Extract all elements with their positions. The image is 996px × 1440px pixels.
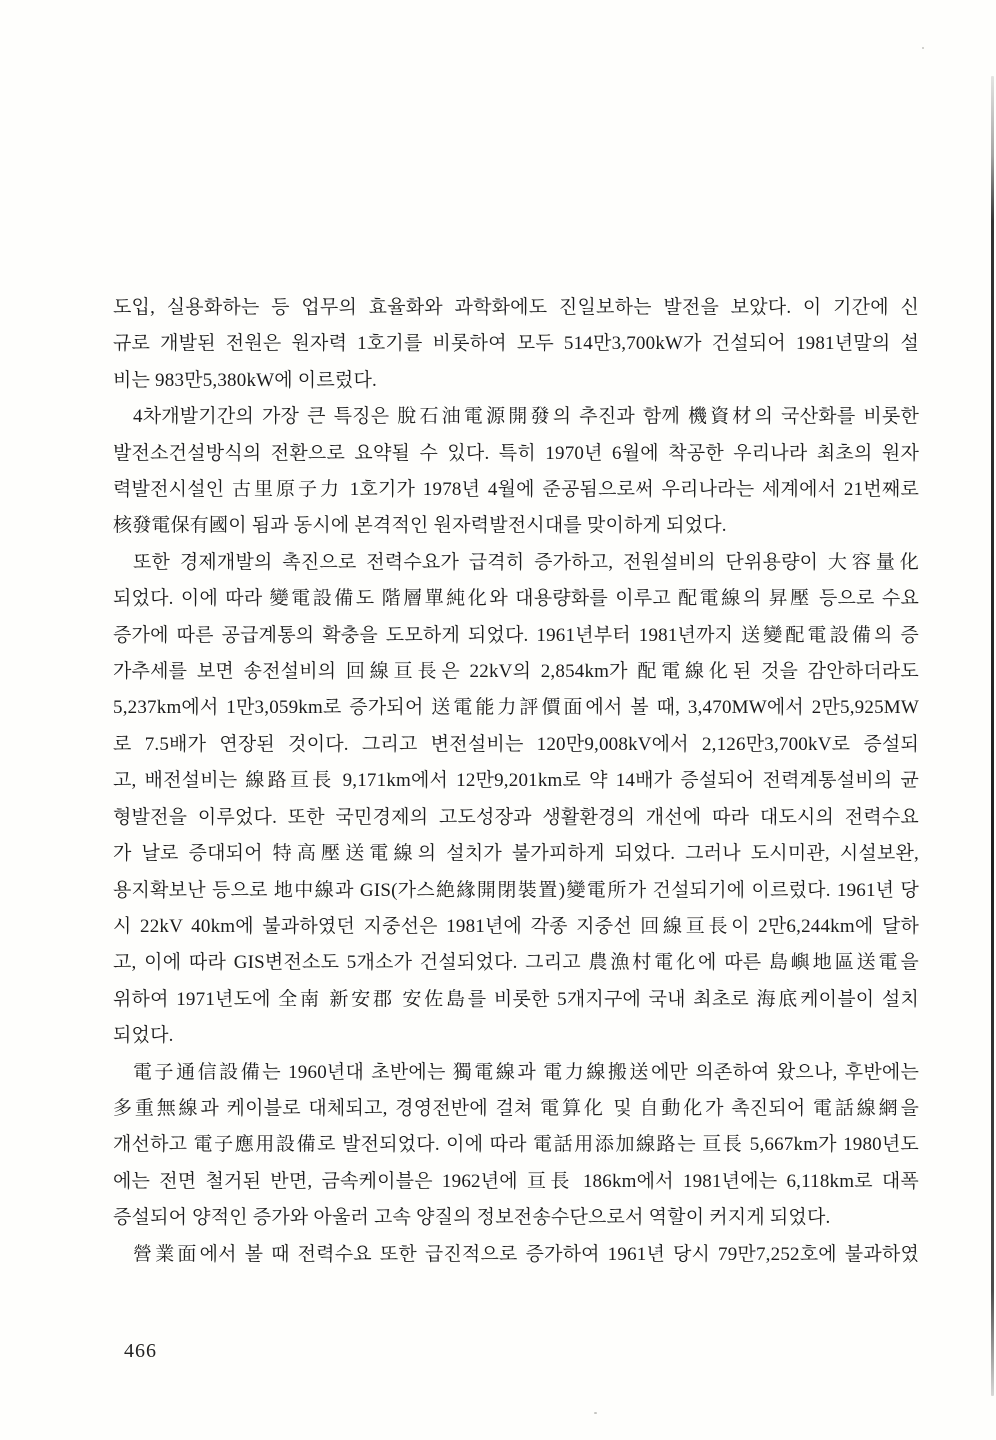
paragraph [113, 545, 919, 1055]
paragraph [113, 1237, 919, 1273]
text-line: 형발전을 이루었다. 또한 국민경제의 고도성장과 생활환경의 개선에 따라 대도시의 전력수요 [113, 806, 919, 828]
text-line: 가추세를 보면 송전설비의 回線亘長은 22kV의 2,854km가 配電線化된 것을 감안하더라도 [113, 661, 919, 683]
text-line: 시 22kV 40km에 불과하였던 지중선은 1981년에 각종 지중선 回線亘長이 2만6,244km에 달하 [113, 915, 919, 937]
text-line: 電子通信設備는 1960년대 초반에는 獨電線과 電力線搬送에만 의존하여 왔으나, 후반에는 [133, 1061, 919, 1083]
paragraph [113, 1055, 919, 1237]
text-line: 로 7.5배가 연장된 것이다. 그리고 변전설비는 120만9,008kV에서 2,126만3,700kV로 증설되 [113, 733, 919, 755]
paragraph [113, 290, 919, 399]
scan-dust-speck [922, 47, 924, 49]
body-text-block [113, 290, 919, 1273]
text-line: 비는 983만5,380kW에 이르렀다. [113, 369, 377, 391]
text-line: 에는 전면 철거된 반면, 금속케이블은 1962년에 亘長 186km에서 1981년에는 6,118km로 대폭 [113, 1170, 919, 1192]
text-line: 가 날로 증대되어 特高壓送電線의 설치가 불가피하게 되었다. 그러나 도시미관, 시설보완, [113, 843, 919, 865]
scan-dust-speck [594, 1412, 597, 1414]
paragraph [113, 399, 919, 545]
text-line: 또한 경제개발의 촉진으로 전력수요가 급격히 증가하고, 전원설비의 단위용량이 大容量化 [133, 551, 919, 573]
text-line: 되었다. 이에 따라 變電設備도 階層單純化와 대용량화를 이루고 配電線의 昇壓 등으로 수요 [113, 588, 919, 610]
text-line: 고, 이에 따라 GIS변전소도 5개소가 건설되었다. 그리고 農漁村電化에 따른 島嶼地區送電을 [113, 952, 919, 974]
page-number: 466 [124, 1340, 157, 1362]
text-line: 위하여 1971년도에 全南 新安郡 安佐島를 비롯한 5개지구에 국내 최초로 海底케이블이 설치 [113, 988, 919, 1010]
text-line: 개선하고 電子應用設備로 발전되었다. 이에 따라 電話用添加線路는 亘長 5,667km가 1980년도 [113, 1134, 919, 1156]
text-line: 증가에 따른 공급계통의 확충을 도모하게 되었다. 1961년부터 1981년까지 送變配電設備의 증 [113, 624, 919, 646]
text-line: 多重無線과 케이블로 대체되고, 경영전반에 걸쳐 電算化 및 自動化가 촉진되어 電話線網을 [113, 1097, 919, 1119]
text-line: 核發電保有國이 됨과 동시에 본격적인 원자력발전시대를 맞이하게 되었다. [113, 515, 727, 537]
text-line: 고, 배전설비는 線路亘長 9,171km에서 12만9,201km로 약 14배가 증설되어 전력계통설비의 균 [113, 770, 919, 792]
text-line: 용지확보난 등으로 地中線과 GIS(가스絶緣開閉裝置)變電所가 건설되기에 이르렀다. 1961년 당 [113, 879, 919, 901]
text-line: 되었다. [113, 1025, 174, 1047]
text-line: 증설되어 양적인 증가와 아울러 고속 양질의 정보전송수단으로서 역할이 커지게 되었다. [113, 1207, 831, 1229]
scan-edge-artifact [991, 76, 994, 1396]
text-line: 발전소건설방식의 전환으로 요약될 수 있다. 특히 1970년 6월에 착공한 우리나라 최초의 원자 [113, 442, 919, 464]
text-line: 4차개발기간의 가장 큰 특징은 脫石油電源開發의 추진과 함께 機資材의 국산화를 비롯한 [133, 406, 919, 428]
text-line: 營業面에서 볼 때 전력수요 또한 급진적으로 증가하여 1961년 당시 79만7,252호에 불과하였 [133, 1243, 919, 1265]
text-line: 5,237km에서 1만3,059km로 증가되어 送電能力評價面에서 볼 때, 3,470MW에서 2만5,925MW [113, 697, 919, 719]
text-line: 도입, 실용화하는 등 업무의 효율화와 과학화에도 진일보하는 발전을 보았다. 이 기간에 신 [113, 297, 919, 318]
text-line: 규로 개발된 전원은 원자력 1호기를 비롯하여 모두 514만3,700kW가 건설되어 1981년말의 설 [113, 333, 919, 355]
text-line: 력발전시설인 古里原子力 1호기가 1978년 4월에 준공됨으로써 우리나라는 세계에서 21번째로 [113, 479, 919, 501]
